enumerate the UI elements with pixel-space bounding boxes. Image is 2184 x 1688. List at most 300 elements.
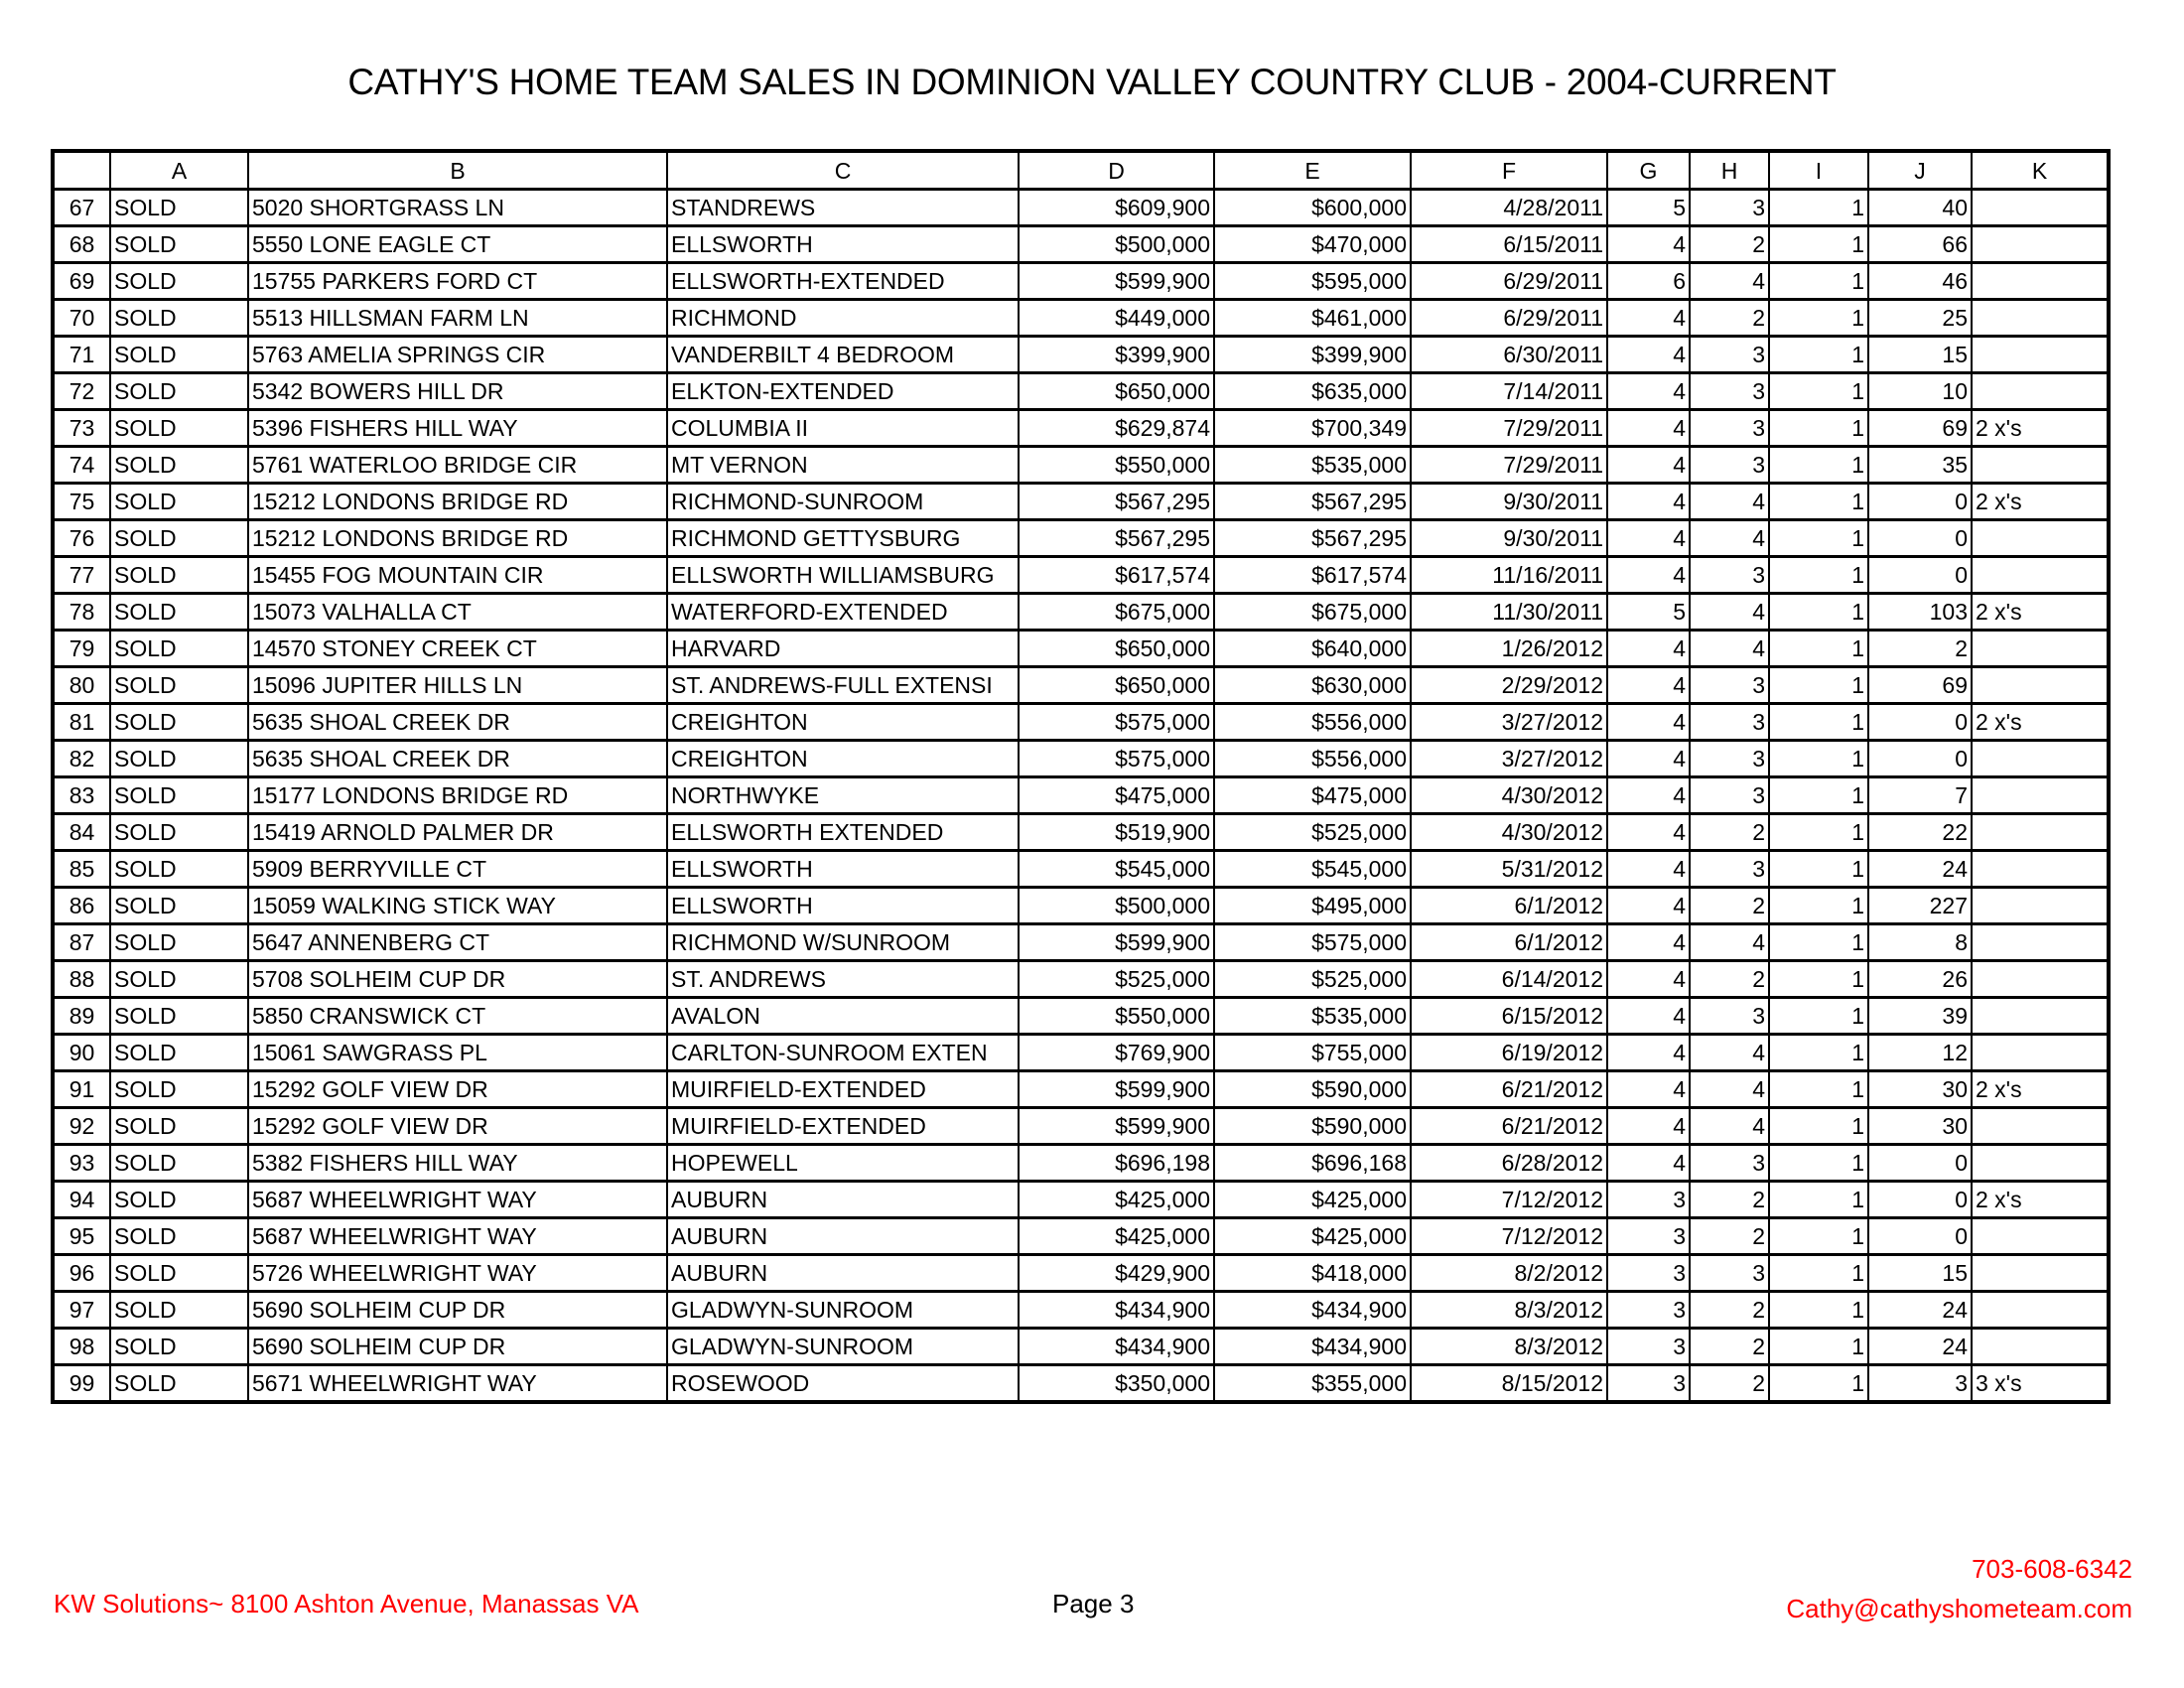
note-cell: 2 x's [1972, 410, 2109, 447]
sold-price-cell: $418,000 [1214, 1255, 1411, 1292]
list-price-cell: $399,900 [1019, 337, 1214, 373]
list-price-cell: $609,900 [1019, 190, 1214, 226]
days-on-market-cell: 0 [1868, 704, 1972, 741]
baths-cell: 3 [1690, 337, 1769, 373]
table-row [53, 594, 2109, 631]
note-cell [1972, 1329, 2109, 1365]
row-number: 73 [53, 410, 110, 447]
sold-date-cell: 9/30/2011 [1411, 520, 1607, 557]
row-number: 87 [53, 924, 110, 961]
list-price-cell: $599,900 [1019, 263, 1214, 300]
address-cell: 5342 BOWERS HILL DR [248, 373, 667, 410]
model-cell: ELLSWORTH EXTENDED [667, 814, 1019, 851]
bedrooms-cell: 4 [1607, 667, 1690, 704]
page-title: CATHY'S HOME TEAM SALES IN DOMINION VALLEY COUNTRY CLUB - 2004-CURRENT [347, 62, 1837, 102]
row-number: 85 [53, 851, 110, 888]
list-price-cell: $650,000 [1019, 631, 1214, 667]
baths-cell: 2 [1690, 300, 1769, 337]
status-cell: SOLD [110, 447, 248, 484]
address-cell: 5687 WHEELWRIGHT WAY [248, 1182, 667, 1218]
table-row [53, 667, 2109, 704]
days-on-market-cell: 22 [1868, 814, 1972, 851]
model-cell: MT VERNON [667, 447, 1019, 484]
list-price-cell: $675,000 [1019, 594, 1214, 631]
half-baths-cell: 1 [1769, 263, 1868, 300]
baths-cell: 3 [1690, 741, 1769, 777]
table-row [53, 190, 2109, 226]
sold-price-cell: $425,000 [1214, 1182, 1411, 1218]
bedrooms-cell: 4 [1607, 447, 1690, 484]
status-cell: SOLD [110, 337, 248, 373]
sold-price-cell: $556,000 [1214, 741, 1411, 777]
sales-table [51, 149, 2111, 1404]
status-cell: SOLD [110, 1035, 248, 1071]
days-on-market-cell: 0 [1868, 520, 1972, 557]
sold-price-cell: $595,000 [1214, 263, 1411, 300]
list-price-cell: $434,900 [1019, 1329, 1214, 1365]
address-cell: 15059 WALKING STICK WAY [248, 888, 667, 924]
half-baths-cell: 1 [1769, 373, 1868, 410]
note-cell [1972, 447, 2109, 484]
baths-cell: 2 [1690, 888, 1769, 924]
row-number: 72 [53, 373, 110, 410]
list-price-cell: $567,295 [1019, 520, 1214, 557]
bedrooms-cell: 4 [1607, 1071, 1690, 1108]
model-cell: WATERFORD-EXTENDED [667, 594, 1019, 631]
days-on-market-cell: 7 [1868, 777, 1972, 814]
address-cell: 5513 HILLSMAN FARM LN [248, 300, 667, 337]
model-cell: CREIGHTON [667, 704, 1019, 741]
sold-date-cell: 6/29/2011 [1411, 263, 1607, 300]
row-number: 75 [53, 484, 110, 520]
days-on-market-cell: 3 [1868, 1365, 1972, 1403]
row-number: 69 [53, 263, 110, 300]
note-cell [1972, 1218, 2109, 1255]
half-baths-cell: 1 [1769, 814, 1868, 851]
address-cell: 15292 GOLF VIEW DR [248, 1071, 667, 1108]
sold-price-cell: $545,000 [1214, 851, 1411, 888]
model-cell: HOPEWELL [667, 1145, 1019, 1182]
table-row [53, 1329, 2109, 1365]
bedrooms-cell: 4 [1607, 851, 1690, 888]
note-cell [1972, 961, 2109, 998]
table-row [53, 1108, 2109, 1145]
sold-date-cell: 6/30/2011 [1411, 337, 1607, 373]
half-baths-cell: 1 [1769, 557, 1868, 594]
model-cell: AUBURN [667, 1255, 1019, 1292]
sold-price-cell: $567,295 [1214, 520, 1411, 557]
model-cell: MUIRFIELD-EXTENDED [667, 1108, 1019, 1145]
note-cell [1972, 888, 2109, 924]
sold-price-cell: $399,900 [1214, 337, 1411, 373]
sold-date-cell: 4/28/2011 [1411, 190, 1607, 226]
sold-price-cell: $470,000 [1214, 226, 1411, 263]
status-cell: SOLD [110, 631, 248, 667]
row-number: 77 [53, 557, 110, 594]
sold-date-cell: 6/15/2011 [1411, 226, 1607, 263]
sold-date-cell: 6/1/2012 [1411, 924, 1607, 961]
address-cell: 15212 LONDONS BRIDGE RD [248, 520, 667, 557]
model-cell: ELKTON-EXTENDED [667, 373, 1019, 410]
days-on-market-cell: 12 [1868, 1035, 1972, 1071]
sold-price-cell: $590,000 [1214, 1071, 1411, 1108]
row-number: 80 [53, 667, 110, 704]
sold-date-cell: 2/29/2012 [1411, 667, 1607, 704]
sold-price-cell: $640,000 [1214, 631, 1411, 667]
baths-cell: 4 [1690, 594, 1769, 631]
half-baths-cell: 1 [1769, 447, 1868, 484]
address-cell: 15061 SAWGRASS PL [248, 1035, 667, 1071]
half-baths-cell: 1 [1769, 1218, 1868, 1255]
bedrooms-cell: 4 [1607, 226, 1690, 263]
half-baths-cell: 1 [1769, 1108, 1868, 1145]
status-cell: SOLD [110, 1071, 248, 1108]
table-row [53, 520, 2109, 557]
column-header-c: C [667, 151, 1019, 190]
status-cell: SOLD [110, 1365, 248, 1403]
days-on-market-cell: 30 [1868, 1071, 1972, 1108]
note-cell [1972, 1255, 2109, 1292]
list-price-cell: $475,000 [1019, 777, 1214, 814]
days-on-market-cell: 0 [1868, 1182, 1972, 1218]
list-price-cell: $545,000 [1019, 851, 1214, 888]
days-on-market-cell: 30 [1868, 1108, 1972, 1145]
address-cell: 5761 WATERLOO BRIDGE CIR [248, 447, 667, 484]
sold-date-cell: 6/21/2012 [1411, 1071, 1607, 1108]
address-cell: 5647 ANNENBERG CT [248, 924, 667, 961]
bedrooms-cell: 4 [1607, 631, 1690, 667]
list-price-cell: $575,000 [1019, 741, 1214, 777]
status-cell: SOLD [110, 1145, 248, 1182]
half-baths-cell: 1 [1769, 1292, 1868, 1329]
bedrooms-cell: 4 [1607, 410, 1690, 447]
sold-date-cell: 8/2/2012 [1411, 1255, 1607, 1292]
model-cell: AUBURN [667, 1218, 1019, 1255]
baths-cell: 3 [1690, 447, 1769, 484]
sold-date-cell: 4/30/2012 [1411, 814, 1607, 851]
footer-address: KW Solutions~ 8100 Ashton Avenue, Manassas VA [54, 1589, 639, 1618]
column-header-b: B [248, 151, 667, 190]
note-cell [1972, 851, 2109, 888]
days-on-market-cell: 66 [1868, 226, 1972, 263]
address-cell: 5690 SOLHEIM CUP DR [248, 1292, 667, 1329]
list-price-cell: $599,900 [1019, 924, 1214, 961]
note-cell [1972, 520, 2109, 557]
note-cell [1972, 1145, 2109, 1182]
sold-date-cell: 6/1/2012 [1411, 888, 1607, 924]
sold-date-cell: 8/3/2012 [1411, 1329, 1607, 1365]
sold-price-cell: $675,000 [1214, 594, 1411, 631]
half-baths-cell: 1 [1769, 777, 1868, 814]
days-on-market-cell: 69 [1868, 667, 1972, 704]
sold-date-cell: 1/26/2012 [1411, 631, 1607, 667]
list-price-cell: $769,900 [1019, 1035, 1214, 1071]
list-price-cell: $525,000 [1019, 961, 1214, 998]
row-number: 74 [53, 447, 110, 484]
days-on-market-cell: 25 [1868, 300, 1972, 337]
model-cell: AUBURN [667, 1182, 1019, 1218]
note-cell [1972, 1035, 2109, 1071]
sold-price-cell: $567,295 [1214, 484, 1411, 520]
half-baths-cell: 1 [1769, 190, 1868, 226]
days-on-market-cell: 26 [1868, 961, 1972, 998]
sold-price-cell: $630,000 [1214, 667, 1411, 704]
table-row [53, 777, 2109, 814]
address-cell: 5396 FISHERS HILL WAY [248, 410, 667, 447]
sold-date-cell: 6/15/2012 [1411, 998, 1607, 1035]
address-cell: 5635 SHOAL CREEK DR [248, 741, 667, 777]
address-cell: 15096 JUPITER HILLS LN [248, 667, 667, 704]
model-cell: HARVARD [667, 631, 1019, 667]
column-header-e: E [1214, 151, 1411, 190]
status-cell: SOLD [110, 484, 248, 520]
note-cell [1972, 337, 2109, 373]
status-cell: SOLD [110, 300, 248, 337]
table-row [53, 410, 2109, 447]
sold-price-cell: $525,000 [1214, 814, 1411, 851]
status-cell: SOLD [110, 924, 248, 961]
baths-cell: 4 [1690, 631, 1769, 667]
bedrooms-cell: 4 [1607, 373, 1690, 410]
table-row [53, 557, 2109, 594]
days-on-market-cell: 24 [1868, 1329, 1972, 1365]
sold-price-cell: $461,000 [1214, 300, 1411, 337]
baths-cell: 3 [1690, 190, 1769, 226]
status-cell: SOLD [110, 1108, 248, 1145]
list-price-cell: $550,000 [1019, 447, 1214, 484]
list-price-cell: $429,900 [1019, 1255, 1214, 1292]
table-row [53, 704, 2109, 741]
note-cell: 2 x's [1972, 594, 2109, 631]
note-cell [1972, 667, 2109, 704]
model-cell: MUIRFIELD-EXTENDED [667, 1071, 1019, 1108]
row-number: 93 [53, 1145, 110, 1182]
address-cell: 15455 FOG MOUNTAIN CIR [248, 557, 667, 594]
days-on-market-cell: 0 [1868, 1145, 1972, 1182]
model-cell: CARLTON-SUNROOM EXTEN [667, 1035, 1019, 1071]
model-cell: ELLSWORTH [667, 888, 1019, 924]
list-price-cell: $425,000 [1019, 1218, 1214, 1255]
row-number: 82 [53, 741, 110, 777]
sold-price-cell: $617,574 [1214, 557, 1411, 594]
column-header-row [53, 151, 2109, 190]
sold-date-cell: 7/14/2011 [1411, 373, 1607, 410]
half-baths-cell: 1 [1769, 1035, 1868, 1071]
days-on-market-cell: 69 [1868, 410, 1972, 447]
model-cell: ROSEWOOD [667, 1365, 1019, 1403]
days-on-market-cell: 0 [1868, 1218, 1972, 1255]
model-cell: RICHMOND-SUNROOM [667, 484, 1019, 520]
half-baths-cell: 1 [1769, 484, 1868, 520]
address-cell: 15292 GOLF VIEW DR [248, 1108, 667, 1145]
days-on-market-cell: 103 [1868, 594, 1972, 631]
row-number: 81 [53, 704, 110, 741]
row-number: 83 [53, 777, 110, 814]
half-baths-cell: 1 [1769, 851, 1868, 888]
days-on-market-cell: 8 [1868, 924, 1972, 961]
model-cell: RICHMOND [667, 300, 1019, 337]
baths-cell: 2 [1690, 814, 1769, 851]
bedrooms-cell: 3 [1607, 1182, 1690, 1218]
row-number: 98 [53, 1329, 110, 1365]
status-cell: SOLD [110, 888, 248, 924]
page-number: Page 3 [1052, 1589, 1135, 1618]
baths-cell: 2 [1690, 1292, 1769, 1329]
list-price-cell: $650,000 [1019, 373, 1214, 410]
table-row [53, 851, 2109, 888]
half-baths-cell: 1 [1769, 1182, 1868, 1218]
note-cell: 2 x's [1972, 1071, 2109, 1108]
status-cell: SOLD [110, 741, 248, 777]
address-cell: 14570 STONEY CREEK CT [248, 631, 667, 667]
row-number: 97 [53, 1292, 110, 1329]
note-cell [1972, 741, 2109, 777]
bedrooms-cell: 4 [1607, 520, 1690, 557]
table-row [53, 337, 2109, 373]
sold-date-cell: 11/30/2011 [1411, 594, 1607, 631]
sold-price-cell: $600,000 [1214, 190, 1411, 226]
bedrooms-cell: 4 [1607, 998, 1690, 1035]
row-number: 84 [53, 814, 110, 851]
half-baths-cell: 1 [1769, 226, 1868, 263]
bedrooms-cell: 4 [1607, 814, 1690, 851]
half-baths-cell: 1 [1769, 631, 1868, 667]
table-row [53, 263, 2109, 300]
table-row [53, 1182, 2109, 1218]
row-number: 68 [53, 226, 110, 263]
status-cell: SOLD [110, 814, 248, 851]
baths-cell: 3 [1690, 410, 1769, 447]
note-cell: 2 x's [1972, 484, 2109, 520]
row-number: 67 [53, 190, 110, 226]
row-number: 79 [53, 631, 110, 667]
half-baths-cell: 1 [1769, 888, 1868, 924]
list-price-cell: $599,900 [1019, 1071, 1214, 1108]
sold-price-cell: $525,000 [1214, 961, 1411, 998]
half-baths-cell: 1 [1769, 410, 1868, 447]
bedrooms-cell: 3 [1607, 1218, 1690, 1255]
status-cell: SOLD [110, 410, 248, 447]
model-cell: RICHMOND GETTYSBURG [667, 520, 1019, 557]
sold-price-cell: $635,000 [1214, 373, 1411, 410]
days-on-market-cell: 15 [1868, 337, 1972, 373]
table-row [53, 1071, 2109, 1108]
bedrooms-cell: 5 [1607, 594, 1690, 631]
bedrooms-cell: 6 [1607, 263, 1690, 300]
note-cell: 2 x's [1972, 704, 2109, 741]
bedrooms-cell: 5 [1607, 190, 1690, 226]
baths-cell: 4 [1690, 1071, 1769, 1108]
status-cell: SOLD [110, 1218, 248, 1255]
bedrooms-cell: 3 [1607, 1365, 1690, 1403]
address-cell: 15419 ARNOLD PALMER DR [248, 814, 667, 851]
sold-date-cell: 7/12/2012 [1411, 1218, 1607, 1255]
address-cell: 5763 AMELIA SPRINGS CIR [248, 337, 667, 373]
status-cell: SOLD [110, 704, 248, 741]
half-baths-cell: 1 [1769, 594, 1868, 631]
half-baths-cell: 1 [1769, 337, 1868, 373]
model-cell: AVALON [667, 998, 1019, 1035]
note-cell [1972, 814, 2109, 851]
bedrooms-cell: 4 [1607, 1145, 1690, 1182]
note-cell [1972, 631, 2109, 667]
address-cell: 5635 SHOAL CREEK DR [248, 704, 667, 741]
address-cell: 15755 PARKERS FORD CT [248, 263, 667, 300]
note-cell [1972, 777, 2109, 814]
days-on-market-cell: 15 [1868, 1255, 1972, 1292]
bedrooms-cell: 4 [1607, 704, 1690, 741]
bedrooms-cell: 4 [1607, 741, 1690, 777]
footer-email[interactable]: Cathy@cathyshometeam.com [1786, 1594, 2132, 1623]
model-cell: ST. ANDREWS [667, 961, 1019, 998]
sold-date-cell: 7/12/2012 [1411, 1182, 1607, 1218]
table-row [53, 1365, 2109, 1403]
baths-cell: 2 [1690, 1182, 1769, 1218]
list-price-cell: $617,574 [1019, 557, 1214, 594]
sold-price-cell: $755,000 [1214, 1035, 1411, 1071]
days-on-market-cell: 0 [1868, 484, 1972, 520]
sold-price-cell: $475,000 [1214, 777, 1411, 814]
baths-cell: 4 [1690, 924, 1769, 961]
column-header-k: K [1972, 151, 2109, 190]
row-number: 90 [53, 1035, 110, 1071]
table-row [53, 373, 2109, 410]
sold-date-cell: 6/29/2011 [1411, 300, 1607, 337]
baths-cell: 3 [1690, 998, 1769, 1035]
baths-cell: 4 [1690, 1108, 1769, 1145]
table-row [53, 1035, 2109, 1071]
list-price-cell: $425,000 [1019, 1182, 1214, 1218]
bedrooms-cell: 3 [1607, 1255, 1690, 1292]
list-price-cell: $575,000 [1019, 704, 1214, 741]
row-number: 89 [53, 998, 110, 1035]
column-header-f: F [1411, 151, 1607, 190]
days-on-market-cell: 0 [1868, 557, 1972, 594]
row-number: 91 [53, 1071, 110, 1108]
status-cell: SOLD [110, 373, 248, 410]
sold-price-cell: $425,000 [1214, 1218, 1411, 1255]
model-cell: GLADWYN-SUNROOM [667, 1292, 1019, 1329]
status-cell: SOLD [110, 557, 248, 594]
half-baths-cell: 1 [1769, 1365, 1868, 1403]
half-baths-cell: 1 [1769, 741, 1868, 777]
sold-date-cell: 3/27/2012 [1411, 741, 1607, 777]
days-on-market-cell: 39 [1868, 998, 1972, 1035]
table-row [53, 741, 2109, 777]
table-row [53, 1255, 2109, 1292]
baths-cell: 3 [1690, 557, 1769, 594]
table-row [53, 814, 2109, 851]
baths-cell: 3 [1690, 1255, 1769, 1292]
table-row [53, 924, 2109, 961]
sold-date-cell: 4/30/2012 [1411, 777, 1607, 814]
list-price-cell: $500,000 [1019, 226, 1214, 263]
row-number: 86 [53, 888, 110, 924]
model-cell: ELLSWORTH WILLIAMSBURG [667, 557, 1019, 594]
half-baths-cell: 1 [1769, 704, 1868, 741]
table-row [53, 631, 2109, 667]
half-baths-cell: 1 [1769, 1329, 1868, 1365]
note-cell [1972, 300, 2109, 337]
status-cell: SOLD [110, 594, 248, 631]
list-price-cell: $449,000 [1019, 300, 1214, 337]
baths-cell: 3 [1690, 667, 1769, 704]
sold-price-cell: $575,000 [1214, 924, 1411, 961]
sold-price-cell: $590,000 [1214, 1108, 1411, 1145]
sold-price-cell: $535,000 [1214, 447, 1411, 484]
sold-price-cell: $556,000 [1214, 704, 1411, 741]
address-cell: 5850 CRANSWICK CT [248, 998, 667, 1035]
